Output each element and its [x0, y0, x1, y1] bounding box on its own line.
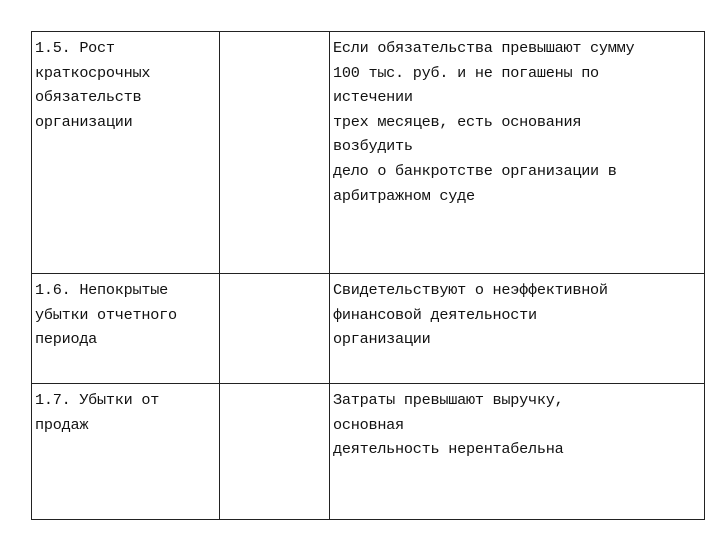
indicator-cell: 1.5. Рост краткосрочных обязательств организации — [32, 32, 220, 274]
value-cell — [220, 384, 330, 520]
conclusion-cell: Свидетельствуют о неэффективной финансовой деятельности организации — [330, 274, 705, 384]
table-row — [32, 32, 705, 274]
indicator-cell: 1.6. Непокрытые убытки отчетного периода — [32, 274, 220, 384]
table-row — [32, 384, 705, 520]
conclusion-cell: Затраты превышают выручку, основная деятельность нерентабельна — [330, 384, 705, 520]
conclusion-cell: Если обязательства превышают сумму 100 тыс. руб. и не погашены по истечении трех месяцев, есть основания возбудить дело о банкротстве организации в арбитражном суде — [330, 32, 705, 274]
analysis-table — [31, 31, 705, 520]
indicator-cell: 1.7. Убытки от продаж — [32, 384, 220, 520]
table-row — [32, 274, 705, 384]
value-cell — [220, 32, 330, 274]
value-cell — [220, 274, 330, 384]
